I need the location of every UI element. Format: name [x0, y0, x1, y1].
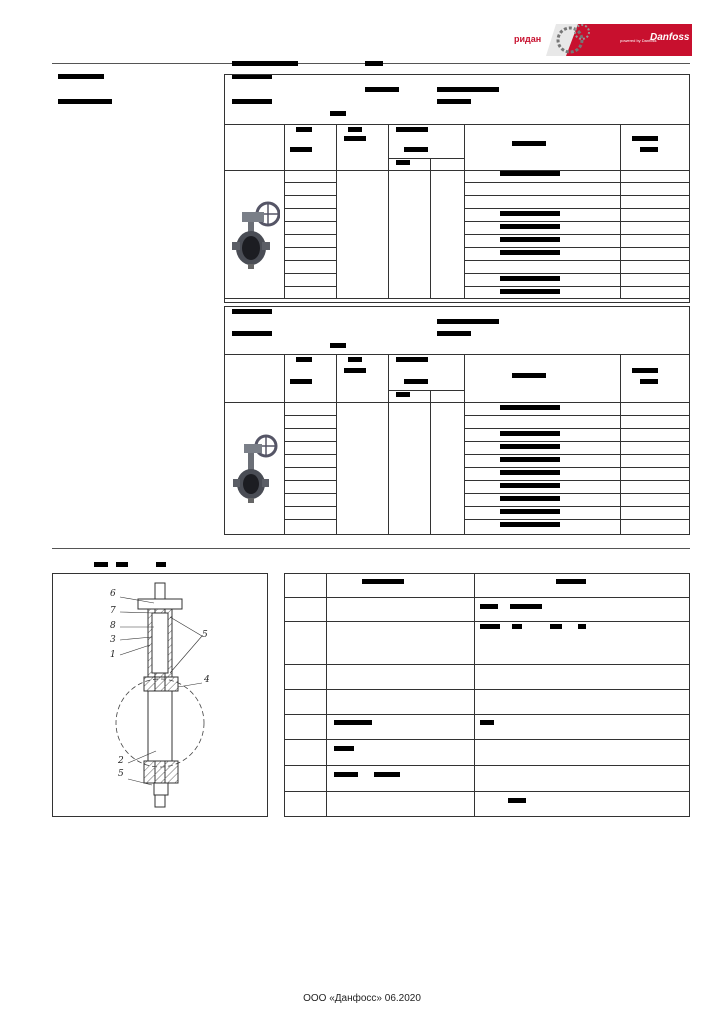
redacted-text	[156, 562, 166, 567]
redacted-text	[512, 373, 546, 378]
redacted-text	[94, 562, 108, 567]
callout-2: 2	[118, 756, 124, 766]
table-rule	[284, 415, 336, 416]
table-rule	[284, 273, 336, 274]
table-rule	[284, 260, 336, 261]
table-rule	[464, 234, 690, 235]
table-col-line	[284, 354, 285, 535]
redacted-text	[500, 470, 560, 475]
table-col-line	[474, 573, 475, 817]
table-rule	[284, 765, 690, 766]
redacted-text	[500, 211, 560, 216]
table-rule	[284, 428, 336, 429]
redacted-text	[578, 624, 586, 629]
callout-1: 1	[110, 650, 116, 660]
table-rule	[464, 208, 690, 209]
redacted-text	[500, 250, 560, 255]
butterfly-valve-gearbox-image	[228, 198, 280, 270]
redacted-text	[232, 61, 298, 66]
redacted-text	[365, 87, 399, 92]
redacted-text	[500, 224, 560, 229]
redacted-text	[116, 562, 128, 567]
redacted-text	[508, 798, 526, 803]
table-rule	[464, 506, 690, 507]
redacted-text	[510, 604, 542, 609]
redacted-text	[344, 136, 366, 141]
table-rule	[284, 506, 336, 507]
section-rule	[52, 548, 690, 549]
redacted-text	[500, 405, 560, 410]
table-rule	[284, 221, 336, 222]
redacted-text	[334, 772, 358, 777]
table-rule	[284, 791, 690, 792]
redacted-text	[58, 99, 112, 104]
redacted-text	[500, 171, 560, 176]
redacted-text	[500, 289, 560, 294]
redacted-text	[330, 343, 346, 348]
callout-3: 3	[110, 635, 116, 645]
redacted-text	[232, 331, 272, 336]
redacted-text	[500, 431, 560, 436]
table-rule	[284, 208, 336, 209]
redacted-text	[344, 368, 366, 373]
table-col-line	[464, 354, 465, 535]
table-rule	[284, 714, 690, 715]
redacted-text	[500, 522, 560, 527]
table-rule	[464, 195, 690, 196]
table-col-line	[388, 124, 389, 298]
redacted-text	[334, 720, 372, 725]
redacted-text	[396, 160, 410, 165]
redacted-text	[290, 147, 312, 152]
redacted-text	[396, 392, 410, 397]
redacted-text	[437, 87, 499, 92]
table-col-line	[326, 573, 327, 817]
table-rule	[464, 221, 690, 222]
table-rule	[464, 273, 690, 274]
table-rule	[464, 493, 690, 494]
table-col-line	[336, 354, 337, 535]
brand-tagline: powered by Danfoss	[620, 38, 657, 43]
parts-table	[284, 573, 690, 817]
table-rule	[464, 286, 690, 287]
redacted-text	[500, 457, 560, 462]
table-col-line	[430, 390, 431, 535]
redacted-text	[480, 624, 500, 629]
callout-8: 8	[110, 621, 116, 631]
redacted-text	[348, 357, 362, 362]
table-rule	[284, 597, 690, 598]
brand-danfoss: Danfoss	[650, 32, 690, 43]
redacted-text	[480, 720, 494, 725]
table-rule	[464, 260, 690, 261]
redacted-text	[640, 147, 658, 152]
table-rule	[464, 415, 690, 416]
redacted-text	[437, 99, 471, 104]
table-rule	[284, 182, 336, 183]
callout-5-bottom: 5	[118, 769, 124, 779]
table-rule	[284, 454, 336, 455]
table-rule	[284, 286, 336, 287]
redacted-text	[374, 772, 400, 777]
redacted-text	[512, 624, 522, 629]
redacted-text	[500, 444, 560, 449]
table-col-line	[284, 124, 285, 298]
table-rule	[464, 519, 690, 520]
redacted-text	[437, 331, 471, 336]
redacted-text	[232, 309, 272, 314]
table-rule	[284, 689, 690, 690]
redacted-text	[500, 483, 560, 488]
redacted-text	[58, 74, 104, 79]
redacted-text	[632, 368, 658, 373]
table-rule	[464, 182, 690, 183]
table-rule	[464, 467, 690, 468]
table-col-line	[620, 124, 621, 298]
redacted-text	[500, 237, 560, 242]
table-rule	[284, 467, 336, 468]
redacted-text	[334, 746, 354, 751]
table-col-line	[430, 158, 431, 298]
redacted-text	[396, 127, 428, 132]
table-rule	[464, 441, 690, 442]
redacted-text	[396, 357, 428, 362]
redacted-text	[296, 357, 312, 362]
table-rule	[284, 739, 690, 740]
brand-logo	[506, 22, 692, 58]
table-rule	[284, 519, 336, 520]
redacted-text	[512, 141, 546, 146]
redacted-text	[290, 379, 312, 384]
butterfly-valve-gearbox-image	[228, 432, 280, 504]
redacted-text	[362, 579, 404, 584]
page-footer: ООО «Данфосс» 06.2020	[303, 993, 421, 1004]
redacted-text	[404, 147, 428, 152]
redacted-text	[232, 99, 272, 104]
redacted-text	[500, 509, 560, 514]
table-col-line	[336, 124, 337, 298]
table-rule	[284, 247, 336, 248]
redacted-text	[556, 579, 586, 584]
callout-6: 6	[110, 589, 116, 599]
table-rule	[388, 390, 464, 391]
redacted-text	[404, 379, 428, 384]
table-rule	[284, 664, 690, 665]
table-rule	[284, 493, 336, 494]
table-rule	[284, 195, 336, 196]
table-col-line	[620, 354, 621, 535]
redacted-text	[632, 136, 658, 141]
table-col-line	[464, 124, 465, 298]
valve-section-drawing	[52, 573, 268, 817]
callout-4: 4	[204, 675, 210, 685]
table-rule	[284, 441, 336, 442]
redacted-text	[296, 127, 312, 132]
redacted-text	[500, 276, 560, 281]
brand-ridan: ридан	[514, 34, 542, 44]
callout-5-top: 5	[202, 630, 208, 640]
redacted-text	[437, 319, 499, 324]
table-rule	[284, 234, 336, 235]
table-rule	[464, 428, 690, 429]
redacted-text	[348, 127, 362, 132]
table-rule	[464, 480, 690, 481]
redacted-text	[480, 604, 498, 609]
redacted-text	[365, 61, 383, 66]
table-rule	[464, 454, 690, 455]
redacted-text	[640, 379, 658, 384]
table-rule	[224, 298, 690, 299]
callout-7: 7	[110, 606, 116, 616]
redacted-text	[330, 111, 346, 116]
table-rule	[464, 247, 690, 248]
redacted-text	[500, 496, 560, 501]
redacted-text	[550, 624, 562, 629]
table-rule	[284, 621, 690, 622]
table-rule	[388, 158, 464, 159]
table-rule	[284, 480, 336, 481]
table-col-line	[388, 354, 389, 535]
